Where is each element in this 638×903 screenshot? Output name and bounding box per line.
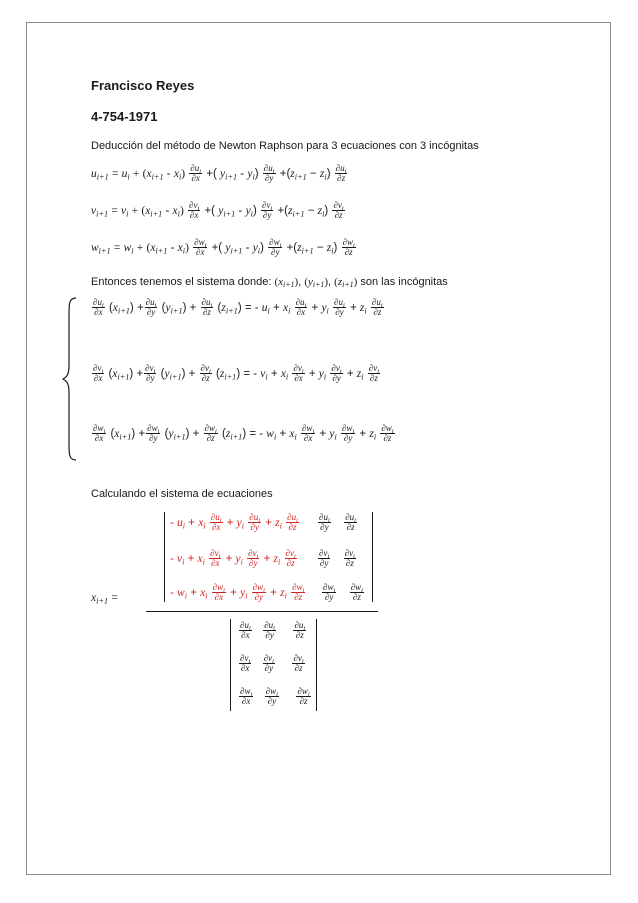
system-brace <box>60 296 80 462</box>
numerator-det-left-bar <box>164 512 165 602</box>
numerator-row-v-partials: $\frac{\partial v_i}{\partial y}$ $\frac{\partial v_i}{\partial z}$ <box>319 548 355 569</box>
numerator-row-w: - $w_i + x_i$ $\frac{\partial w_i}{\partial x}$ + $y_i$ $\frac{\partial w_i}{\partial y}$ + $z_i$ $\frac{\partial w_i}{\partial z}$ <box>170 582 305 603</box>
numerator-row-v: - $v_i + x_i$ $\frac{\partial v_i}{\partial x}$ + $y_i$ $\frac{\partial v_i}{\partial y}$ + $z_i$ $\frac{\partial v_i}{\partial z}$ <box>170 548 296 569</box>
intro-text: Deducción del método de Newton Raphson para 3 ecuaciones con 3 incógnitas <box>91 140 479 152</box>
main-fraction-rule <box>146 611 378 612</box>
x-next-label: $x_{i+1}$ = <box>91 592 118 606</box>
numerator-row-u: - $u_i + x_i$ $\frac{\partial u_i}{\partial x}$ + $y_i$ $\frac{\partial u_i}{\partial y}$ + $z_i$ $\frac{\partial u_i}{\partial z}$ <box>170 512 298 533</box>
numerator-row-w-partials: $\frac{\partial w_i}{\partial y}$ $\frac{\partial w_i}{\partial z}$ <box>323 582 363 603</box>
denominator-det-left-bar <box>230 619 231 711</box>
author-name: Francisco Reyes <box>91 78 195 93</box>
system-equation-v: $\frac{\partial v_i}{\partial x}$ $(x_{i+1})$ + $\frac{\partial v_i}{\partial y}$ $(y_{i+1})$ + $\frac{\partial v_i}{\partial z}$ $(z_{i+1})$ = - $v_i + x_i$ $\frac{\partial v_i}{\partial x}$ + $y_i$ $\frac{\partial v_i}{\partial y}$ + $z_i$ $\frac{\partial v_i}{\partial z}$ <box>93 363 380 384</box>
system-equation-u: $\frac{\partial u_i}{\partial x}$ $(x_{i+1})$ + $\frac{\partial u_i}{\partial y}$ $(y_{i+1})$ + $\frac{\partial u_i}{\partial z}$ $(z_{i+1})$ = - $u_i + x_i$ $\frac{\partial u_i}{\partial x}$ + $y_i$ $\frac{\partial u_i}{\partial y}$ + $z_i$ $\frac{\partial u_i}{\partial z}$ <box>93 297 383 318</box>
system-sentence-suffix: son las incógnitas <box>360 276 448 288</box>
system-equation-w: $\frac{\partial w_i}{\partial x}$ $(x_{i+1})$ + $\frac{\partial w_i}{\partial y}$ $(y_{i+1})$ + $\frac{\partial w_i}{\partial z}$ $(z_{i+1})$ = - $w_i + x_i$ $\frac{\partial w_i}{\partial x}$ + $y_i$ $\frac{\partial w_i}{\partial y}$ + $z_i$ $\frac{\partial w_i}{\partial z}$ <box>93 423 394 444</box>
denominator-det-right-bar <box>316 619 317 711</box>
system-sentence-prefix: Entonces tenemos el sistema donde: <box>91 276 272 288</box>
equation-v: $v_{i+1} = v_i + (x_{i+1} - x_i)$ $\frac{\partial v_i}{\partial x}$ +( $y_{i+1} - y_i$) $\frac{\partial v_i}{\partial y}$ $+(z_{i+1} - z_i)$ $\frac{\partial v_i}{\partial z}$ <box>91 200 344 221</box>
equation-w: $w_{i+1} = w_i + (x_{i+1} - x_i)$ $\frac{\partial w_i}{\partial x}$ +( $y_{i+1} - y_i$) $\frac{\partial w_i}{\partial y}$ $+(z_{i+1} - z_i)$ $\frac{\partial w_i}{\partial z}$ <box>91 237 355 258</box>
numerator-row-u-partials: $\frac{\partial u_i}{\partial y}$ $\frac{\partial u_i}{\partial z}$ <box>319 512 356 533</box>
denominator-row-v: $\frac{\partial v_i}{\partial x}$ $\frac{\partial v_i}{\partial y}$ $\frac{\partial v_i}{\partial z}$ <box>240 653 304 674</box>
denominator-row-w: $\frac{\partial w_i}{\partial x}$ $\frac{\partial w_i}{\partial y}$ $\frac{\partial w_i}{\partial z}$ <box>240 686 310 707</box>
equation-u: $u_{i+1} = u_i + (x_{i+1} - x_i)$ $\frac{\partial u_i}{\partial x}$ +( $y_{i+1} - y_i$) $\frac{\partial u_i}{\partial y}$ $+(z_{i+1} - z_i)$ $\frac{\partial u_i}{\partial z}$ <box>91 163 347 184</box>
calc-heading: Calculando el sistema de ecuaciones <box>91 488 273 500</box>
denominator-row-u: $\frac{\partial u_i}{\partial x}$ $\frac{\partial u_i}{\partial y}$ $\frac{\partial u_i}{\partial z}$ <box>240 620 306 641</box>
document-code: 4-754-1971 <box>91 109 158 124</box>
numerator-det-right-bar <box>372 512 373 602</box>
system-sentence: Entonces tenemos el sistema donde: $(x_{i+1})$, $(y_{i+1})$, $(z_{i+1})$ son las incógnitas <box>91 276 448 290</box>
